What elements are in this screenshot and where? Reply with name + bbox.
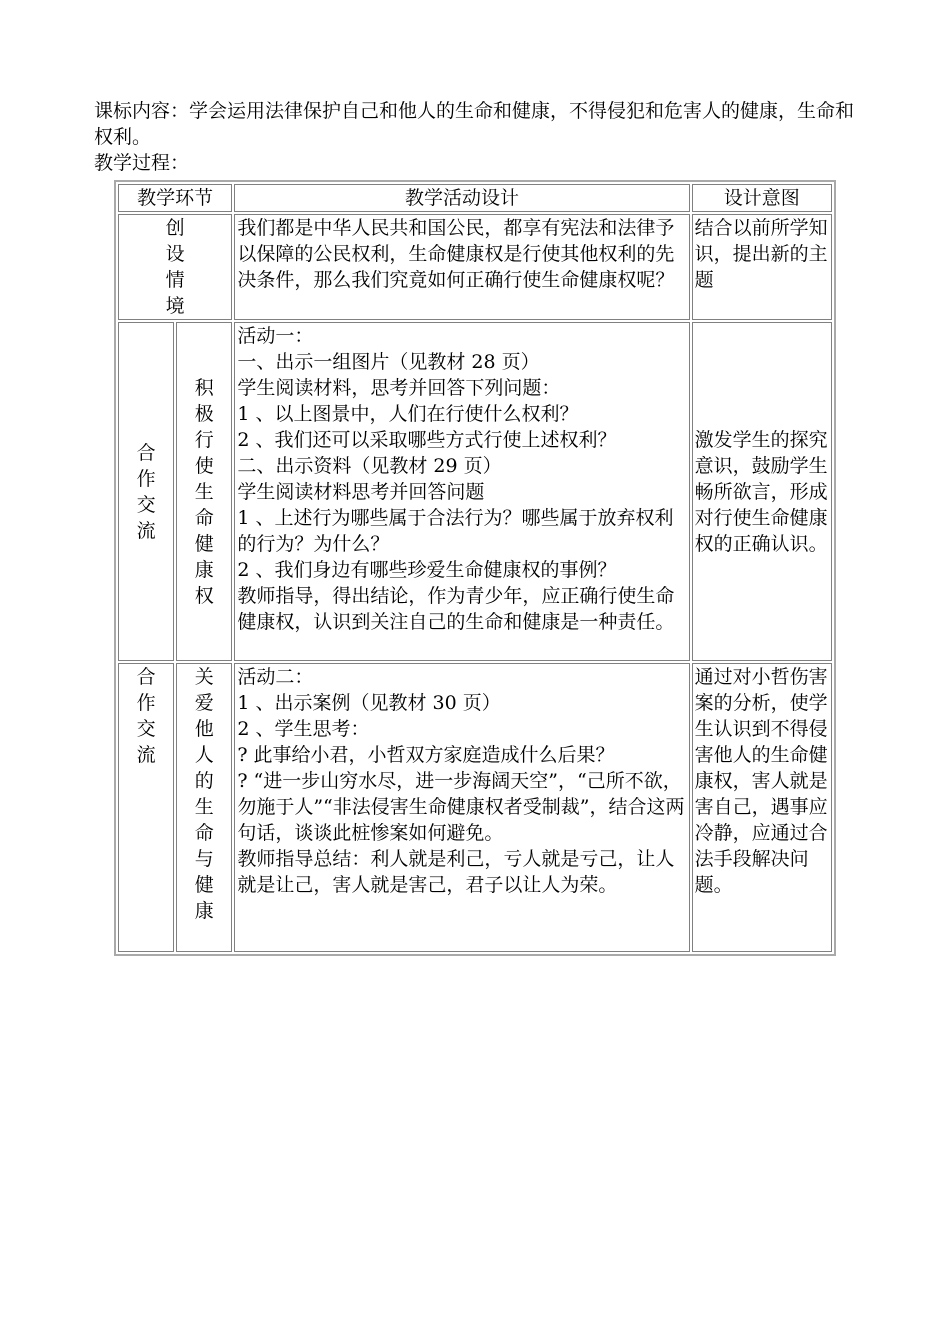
table-row bbox=[118, 663, 832, 952]
activity-cell: 活动一： 一、出示一组图片（见教材 28 页） 学生阅读材料，思考并回答下列问题： 1 、以上图景中，人们在行使什么权利？ 2 、我们还可以采取哪些方式行使上述权利？ 二、出示资料（见教材 29 页） 学生阅读材料思考并回答问题 1 、上述行为哪些属于合法行为？哪些属于放弃权利的行为？为什么？ 2 、我们身边有哪些珍爱生命健康权的事例？ 教师指导，得出结论，作为青少年，应正确行使生命健康权，认识到关注自己的生命和健康是一种责任。 bbox=[234, 322, 689, 661]
intent-cell: 通过对小哲伤害案的分析，使学生认识到不得侵害他人的生命健康权，害人就是害自己，遇事应冷静，应通过合法手段解决问题。 bbox=[692, 663, 832, 952]
table-row bbox=[118, 322, 832, 661]
stage-label: 合作交流 bbox=[136, 666, 156, 767]
intent-cell: 结合以前所学知识，提出新的主题 bbox=[692, 214, 832, 320]
table-header-row bbox=[118, 184, 832, 212]
stage-cell bbox=[118, 663, 174, 952]
sub-stage-cell bbox=[176, 663, 232, 952]
lesson-plan-table bbox=[114, 180, 836, 956]
intro bbox=[94, 98, 864, 176]
header-stage: 教学环节 bbox=[118, 184, 232, 212]
table-row bbox=[118, 214, 832, 320]
header-intent: 设计意图 bbox=[692, 184, 832, 212]
header-activity: 教学活动设计 bbox=[234, 184, 689, 212]
stage-label: 合作交流 bbox=[136, 441, 156, 542]
stage-cell bbox=[118, 322, 174, 661]
intent-cell: 激发学生的探究意识，鼓励学生畅所欲言，形成对行使生命健康权的正确认识。 bbox=[692, 322, 832, 661]
activity-cell: 活动二： 1 、出示案例（见教材 30 页） 2 、学生思考： ? 此事给小君，小哲双方家庭造成什么后果？ ? “进一步山穷水尽，进一步海阔天空”，“己所不欲，勿施于人”“非法侵害生命健康权者受制裁”，结合这两句话，谈谈此桩惨案如何避免。 教师指导总结：利人就是利己，亏人就是亏己，让人就是让己，害人就是害己，君子以让人为荣。 bbox=[234, 663, 689, 952]
process-label: 教学过程： bbox=[94, 152, 190, 174]
stage-cell bbox=[118, 214, 232, 320]
sub-stage-label: 积极行使生命健康权 bbox=[194, 376, 214, 607]
stage-label: 创设情境 bbox=[165, 217, 185, 318]
sub-stage-cell bbox=[176, 322, 232, 661]
curriculum-standard: 课标内容：学会运用法律保护自己和他人的生命和健康，不得侵犯和危害人的健康，生命和权利。 bbox=[94, 100, 855, 148]
sub-stage-label: 关爱他人的生命与健康 bbox=[194, 666, 214, 923]
activity-cell: 我们都是中华人民共和国公民，都享有宪法和法律予以保障的公民权利，生命健康权是行使其他权利的先决条件，那么我们究竟如何正确行使生命健康权呢？ bbox=[234, 214, 689, 320]
